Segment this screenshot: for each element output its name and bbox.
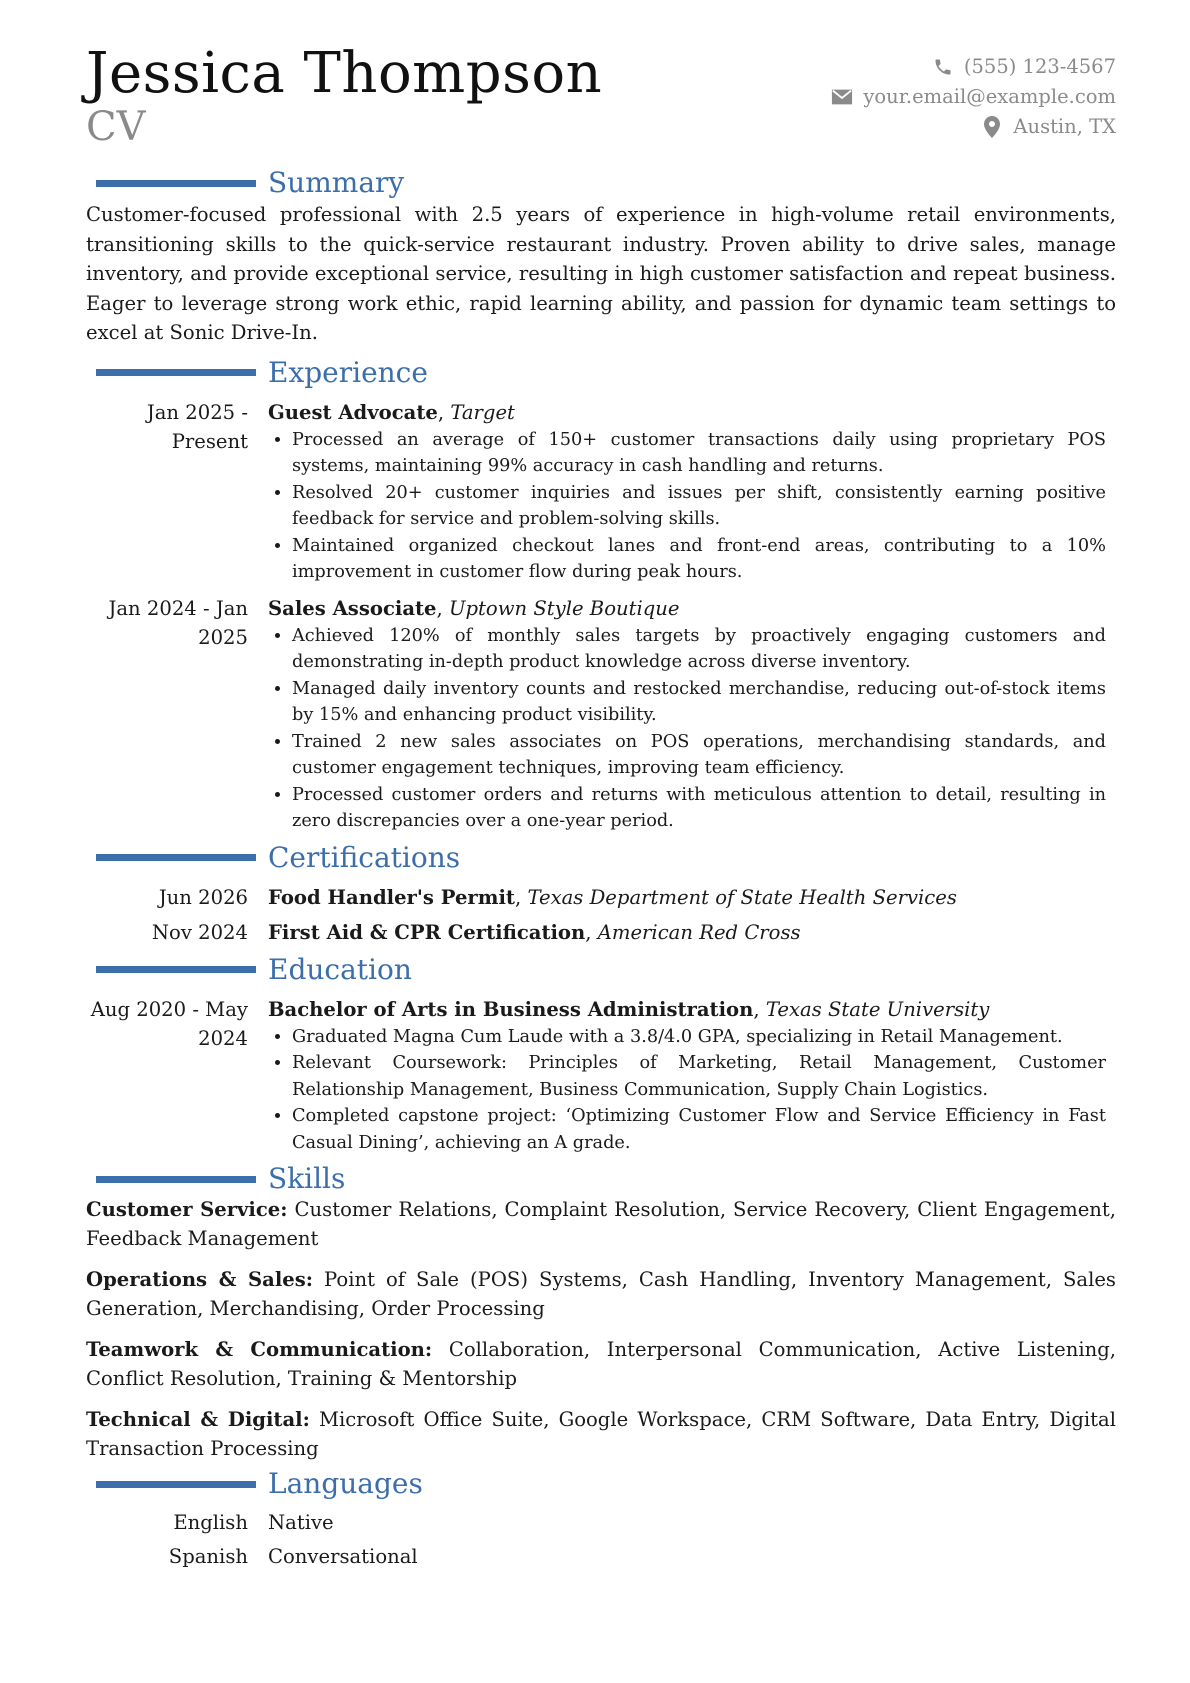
- section-title: Certifications: [268, 840, 461, 874]
- language-level: Conversational: [268, 1545, 418, 1568]
- language-entry: [86, 1543, 1116, 1571]
- section-accent-bar: [96, 854, 256, 861]
- skill-category: Operations & Sales:: [86, 1268, 314, 1291]
- bullet-list: [268, 427, 1106, 586]
- skill-list: Customer Relations, Complaint Resolution, Service Recovery, Client Engagement, Feedback Management: [86, 1198, 1117, 1250]
- bullet-item: • Trained 2 new sales associates on POS operations, merchandising standards, and customer engagement techniques, improving team efficiency.: [292, 729, 1106, 782]
- entry-title: First Aid & CPR Certification, American Red Cross: [268, 920, 801, 944]
- degree: Bachelor of Arts in Business Administration: [268, 997, 754, 1021]
- entry-date: Aug 2020 - May 2024: [90, 997, 248, 1050]
- job-role: Sales Associate: [268, 596, 437, 620]
- entry-title: Food Handler's Permit, Texas Department of State Health Services: [268, 885, 957, 909]
- location-text: Austin, TX: [1013, 115, 1116, 138]
- skill-group: [86, 1196, 1116, 1253]
- section-title: Languages: [268, 1467, 423, 1500]
- employer: Target: [450, 400, 515, 424]
- institution: Texas State University: [765, 997, 990, 1021]
- experience-entry: [86, 398, 1116, 586]
- entry-date: Jun 2026: [158, 885, 248, 909]
- summary-text: Customer-focused professional with 2.5 years of experience in high-volume retail environments, transitioning skills to the quick-service restaurant industry. Proven ability to drive sales, manage inventory, and provide exceptional service, resulting in high customer satisfaction and repeat business. Eager to leverage strong work ethic, rapid learning ability, and passion for dynamic team settings to excel at Sonic Drive-In.: [86, 203, 1116, 344]
- language-entry: [86, 1509, 1116, 1537]
- cv-header: [86, 41, 1116, 162]
- section-summary-heading: [86, 166, 1116, 200]
- certification-name: First Aid & CPR Certification: [268, 920, 586, 944]
- section-title: Education: [268, 952, 412, 986]
- certification-name: Food Handler's Permit: [268, 885, 515, 909]
- bullet-item: • Processed an average of 150+ customer transactions daily using proprietary POS systems, maintaining 99% accuracy in cash handling and returns.: [292, 427, 1106, 480]
- skill-group: [86, 1406, 1116, 1463]
- section-accent-bar: [96, 1176, 256, 1183]
- bullet-item: • Resolved 20+ customer inquiries and issues per shift, consistently earning positive feedback for service and problem-solving skills.: [292, 480, 1106, 533]
- issuer: Texas Department of State Health Services: [527, 885, 957, 909]
- section-title: Experience: [268, 355, 428, 389]
- phone-number: (555) 123-4567: [963, 55, 1116, 78]
- section-accent-bar: [96, 966, 256, 973]
- email-address: your.email@example.com: [863, 85, 1116, 108]
- entry-title: Bachelor of Arts in Business Administration, Texas State University: [268, 997, 990, 1021]
- bullet-list: [268, 1024, 1106, 1157]
- phone-icon: [932, 56, 954, 78]
- skill-category: Technical & Digital:: [86, 1408, 310, 1431]
- section-education-heading: [86, 953, 1116, 987]
- skill-list: Collaboration, Interpersonal Communication, Active Listening, Conflict Resolution, Training & Mentorship: [86, 1338, 1116, 1390]
- employer: Uptown Style Boutique: [449, 596, 680, 620]
- bullet-item: • Relevant Coursework: Principles of Marketing, Retail Management, Customer Relationship Management, Business Communication, Supply Chain Logistics.: [292, 1050, 1106, 1103]
- skill-list: Point of Sale (POS) Systems, Cash Handling, Inventory Management, Sales Generation, Merchandising, Order Processing: [86, 1268, 1116, 1320]
- bullet-item: • Graduated Magna Cum Laude with a 3.8/4.0 GPA, specializing in Retail Management.: [292, 1024, 1106, 1051]
- section-accent-bar: [96, 1481, 256, 1488]
- envelope-icon: [831, 86, 853, 108]
- contact-email[interactable]: [831, 82, 1116, 112]
- bullet-item: • Managed daily inventory counts and restocked merchandise, reducing out-of-stock items by 15% and enhancing product visibility.: [292, 676, 1106, 729]
- skill-list: Microsoft Office Suite, Google Workspace, CRM Software, Data Entry, Digital Transaction Processing: [86, 1408, 1117, 1460]
- skill-group: [86, 1266, 1116, 1323]
- bullet-item: • Completed capstone project: ‘Optimizing Customer Flow and Service Efficiency in Fast Casual Dining’, achieving an A grade.: [292, 1103, 1106, 1156]
- person-name: Jessica Thompson: [86, 41, 603, 106]
- section-experience-heading: [86, 356, 1116, 390]
- contact-block: [831, 52, 1116, 142]
- entry-date: Jan 2025 - Present: [146, 400, 248, 453]
- bullet-item: • Maintained organized checkout lanes and front-end areas, contributing to a 10% improvement in customer flow during peak hours.: [292, 533, 1106, 586]
- map-pin-icon: [981, 116, 1003, 138]
- section-certifications-heading: [86, 841, 1116, 875]
- entry-title: Guest Advocate, Target: [268, 400, 515, 424]
- section-skills-heading: [86, 1162, 1116, 1196]
- skill-category: Teamwork & Communication:: [86, 1338, 433, 1361]
- certification-entry: [86, 918, 1116, 947]
- section-title: Skills: [268, 1162, 346, 1195]
- language-name: English: [173, 1511, 248, 1534]
- section-accent-bar: [96, 180, 256, 187]
- contact-location: [831, 112, 1116, 142]
- entry-date: Nov 2024: [151, 920, 248, 944]
- entry-date: Jan 2024 - Jan 2025: [108, 596, 248, 649]
- skill-group: [86, 1336, 1116, 1393]
- bullet-item: • Processed customer orders and returns with meticulous attention to detail, resulting in zero discrepancies over a one-year period.: [292, 782, 1106, 835]
- bullet-list: [268, 623, 1106, 835]
- experience-entry: [86, 594, 1116, 835]
- certification-entry: [86, 883, 1116, 912]
- cv-page: [86, 41, 1117, 1571]
- job-role: Guest Advocate: [268, 400, 438, 424]
- bullet-item: • Achieved 120% of monthly sales targets by proactively engaging customers and demonstrating in-depth product knowledge across diverse inventory.: [292, 623, 1106, 676]
- section-accent-bar: [96, 369, 256, 376]
- language-level: Native: [268, 1511, 334, 1534]
- skill-category: Customer Service:: [86, 1198, 288, 1221]
- education-entry: [86, 995, 1116, 1157]
- issuer: American Red Cross: [597, 920, 801, 944]
- document-type: CV: [86, 104, 146, 150]
- language-name: Spanish: [168, 1545, 248, 1568]
- section-languages-heading: [86, 1467, 1116, 1501]
- contact-phone[interactable]: [831, 52, 1116, 82]
- section-title: Summary: [268, 166, 405, 199]
- entry-title: Sales Associate, Uptown Style Boutique: [268, 596, 680, 620]
